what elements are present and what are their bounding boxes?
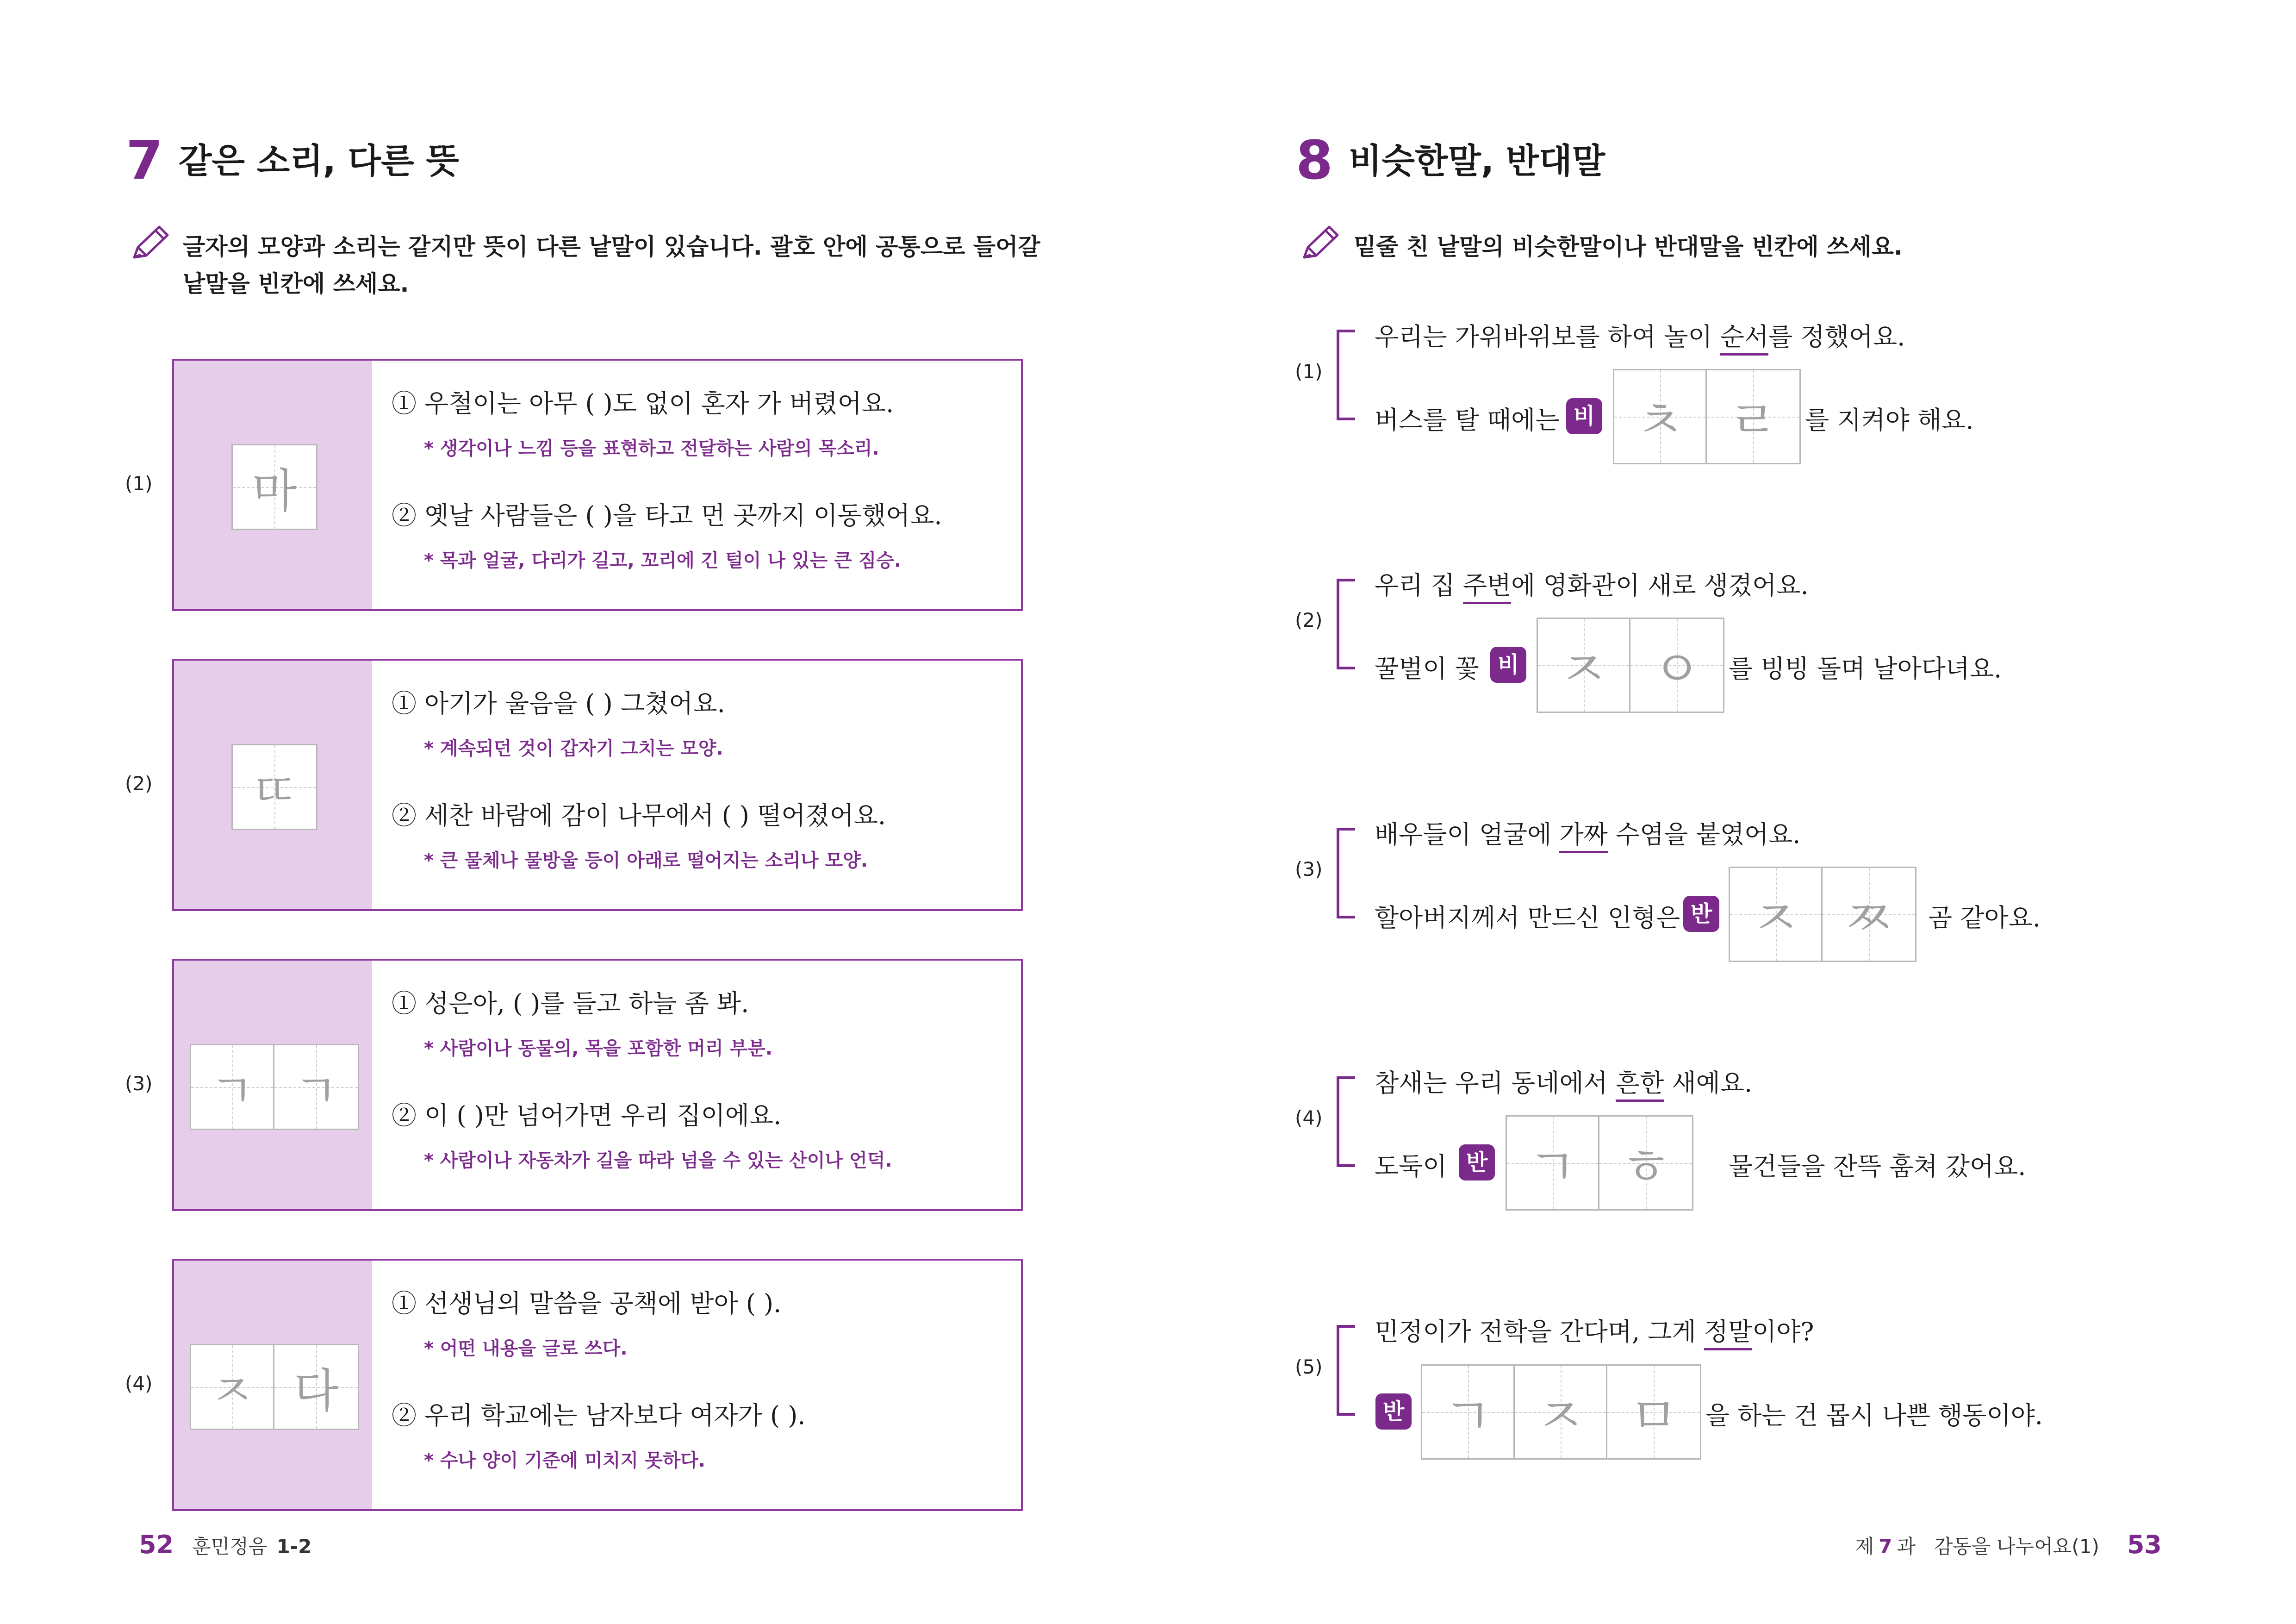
question-label: (4) [1295, 1106, 1323, 1129]
answer-cell[interactable]: ㅊ [1614, 370, 1707, 463]
bottom-suffix: 곰 같아요. [1928, 903, 2041, 932]
chapter-prefix: 제 [1855, 1535, 1874, 1558]
answer-grid[interactable] [231, 444, 317, 530]
answer-cell[interactable]: ㄱ [1507, 1117, 1599, 1209]
top-sentence: 민정이가 전학을 간다며, 그게 정말이야? [1375, 1312, 1814, 1348]
bracket [1337, 330, 1355, 420]
underlined-word: 정말 [1704, 1317, 1752, 1350]
bottom-prefix: 버스를 탈 때에는 [1375, 406, 1560, 435]
hint-1: * 어떤 내용을 글로 쓰다. [424, 1338, 628, 1359]
answer-cell[interactable]: ㄸ [233, 745, 316, 829]
question-label: (2) [125, 772, 153, 795]
instruction [183, 228, 1062, 302]
answer-cell[interactable]: ㄱ [1422, 1366, 1515, 1458]
right-footer [1855, 1530, 2162, 1559]
answer-grid[interactable] [231, 744, 317, 830]
bottom-suffix: 를 지켜야 해요. [1805, 406, 1974, 435]
pencil-icon [126, 221, 172, 269]
answer-cell[interactable]: ㅎ [1599, 1117, 1692, 1209]
answer-grid[interactable] [190, 1044, 359, 1130]
underlined-word: 순서 [1720, 322, 1768, 356]
answer-cell[interactable]: ㅉ [1823, 868, 1915, 961]
answer-cell[interactable]: ㅇ [1630, 619, 1723, 712]
answer-grid[interactable] [190, 1344, 359, 1430]
bottom-prefix: 할아버지께서 만드신 인형은 [1375, 903, 1680, 932]
grade: 1-2 [276, 1535, 312, 1558]
question-box-3 [172, 959, 1023, 1211]
pencil-icon [1296, 221, 1342, 269]
answer-cell[interactable]: ㄱ [191, 1045, 274, 1129]
top-sentence: 참새는 우리 동네에서 흔한 새예요. [1375, 1063, 1752, 1099]
section-title: 비슷한말, 반대말 [1349, 141, 1605, 181]
hint-1: * 사람이나 동물의, 목을 포함한 머리 부분. [424, 1038, 773, 1059]
answer-cell[interactable]: ㅈ [1730, 868, 1823, 961]
top-sentence: 우리는 가위바위보를 하여 놀이 순서를 정했어요. [1375, 317, 1905, 353]
top-sentence: 우리 집 주변에 영화관이 새로 생겼어요. [1375, 566, 1809, 601]
section-7-heading [126, 130, 459, 192]
left-footer [139, 1530, 311, 1559]
section-number: 7 [126, 130, 163, 192]
section-title: 같은 소리, 다른 뜻 [179, 141, 459, 181]
question-label: (2) [1295, 609, 1323, 631]
underlined-word: 흔한 [1616, 1068, 1664, 1102]
instruction-line1: 글자의 모양과 소리는 같지만 뜻이 다른 낱말이 있습니다. 괄호 안에 공통으로 들어갈 [183, 233, 1040, 260]
sentence-1: ① 아기가 울음을 ( ) 그쳤어요. [392, 689, 725, 718]
section-number: 8 [1296, 130, 1333, 192]
sentence-1: ① 선생님의 말씀을 공책에 받아 ( ). [392, 1289, 782, 1318]
answer-cell[interactable]: ㅈ [191, 1345, 274, 1429]
question-label: (5) [1295, 1355, 1323, 1378]
question-label: (1) [125, 472, 153, 495]
answer-grid[interactable] [1421, 1364, 1701, 1460]
answer-cell[interactable]: ㅈ [1538, 619, 1630, 712]
question-box-4 [172, 1259, 1023, 1511]
answer-cell[interactable]: ㄱ [274, 1045, 358, 1129]
bracket [1337, 579, 1355, 669]
chapter-number: 7 [1879, 1535, 1892, 1558]
page-number: 53 [2127, 1530, 2162, 1559]
answer-cell[interactable]: 다 [274, 1345, 358, 1429]
bottom-suffix: 물건들을 잔뜩 훔쳐 갔어요. [1729, 1152, 2026, 1181]
chapter-suffix: 과 [1897, 1535, 1916, 1558]
bottom-prefix: 꿀벌이 꽃 [1375, 654, 1479, 683]
bracket [1337, 828, 1355, 918]
similar-badge: 비 [1566, 398, 1602, 434]
sentence-2: ② 우리 학교에는 남자보다 여자가 ( ). [392, 1401, 806, 1430]
answer-grid[interactable] [1613, 369, 1801, 464]
question-label: (1) [1295, 360, 1323, 383]
sentence-2: ② 옛날 사람들은 ( )을 타고 먼 곳까지 이동했어요. [392, 501, 942, 530]
instruction-line2: 낱말을 빈칸에 쓰세요. [183, 270, 409, 297]
sentence-1: ① 우철이는 아무 ( )도 없이 혼자 가 버렸어요. [392, 389, 894, 418]
bracket [1337, 1076, 1355, 1167]
opposite-badge: 반 [1683, 896, 1719, 932]
bottom-prefix: 도둑이 [1375, 1152, 1447, 1181]
answer-grid[interactable] [1729, 867, 1916, 962]
answer-cell[interactable]: 마 [233, 445, 316, 529]
hint-2: * 사람이나 자동차가 길을 따라 넘을 수 있는 산이나 언덕. [424, 1150, 892, 1171]
sentence-2: ② 세찬 바람에 감이 나무에서 ( ) 떨어졌어요. [392, 801, 886, 830]
hint-1: * 생각이나 느낌 등을 표현하고 전달하는 사람의 목소리. [424, 438, 879, 459]
top-sentence: 배우들이 얼굴에 가짜 수염을 붙였어요. [1375, 815, 1800, 850]
opposite-badge: 반 [1375, 1393, 1412, 1430]
question-label: (3) [125, 1072, 153, 1095]
sentence-2: ② 이 ( )만 넘어가면 우리 집이에요. [392, 1101, 782, 1130]
answer-cell[interactable]: ㅈ [1515, 1366, 1607, 1458]
question-label: (4) [125, 1372, 153, 1395]
similar-badge: 비 [1490, 647, 1526, 683]
answer-cell[interactable]: ㄹ [1707, 370, 1799, 463]
bracket [1337, 1325, 1355, 1416]
section-8-heading [1296, 130, 1605, 192]
opposite-badge: 반 [1459, 1144, 1495, 1181]
instruction: 밑줄 친 낱말의 비슷한말이나 반대말을 빈칸에 쓰세요. [1354, 233, 1903, 260]
answer-cell[interactable]: ㅁ [1607, 1366, 1700, 1458]
book-title: 훈민정음 [192, 1535, 268, 1558]
question-box-1 [172, 359, 1023, 611]
page-number: 52 [139, 1530, 174, 1559]
hint-2: * 목과 얼굴, 다리가 길고, 꼬리에 긴 털이 나 있는 큰 짐승. [424, 550, 902, 571]
answer-grid[interactable] [1506, 1115, 1693, 1211]
hint-1: * 계속되던 것이 갑자기 그치는 모양. [424, 738, 723, 759]
question-box-2 [172, 659, 1023, 911]
underlined-word: 가짜 [1559, 820, 1607, 853]
sentence-1: ① 성은아, ( )를 들고 하늘 좀 봐. [392, 989, 749, 1018]
right-page [1148, 0, 2296, 1624]
bottom-suffix: 을 하는 건 몹시 나쁜 행동이야. [1705, 1401, 2043, 1430]
chapter-title: 감동을 나누어요(1) [1934, 1535, 2099, 1558]
underlined-word: 주변 [1463, 571, 1511, 604]
question-label: (3) [1295, 858, 1323, 881]
bottom-suffix: 를 빙빙 돌며 날아다녀요. [1729, 654, 2002, 683]
hint-2: * 큰 물체나 물방울 등이 아래로 떨어지는 소리나 모양. [424, 850, 868, 871]
hint-2: * 수나 양이 기준에 미치지 못하다. [424, 1450, 706, 1471]
answer-grid[interactable] [1537, 618, 1724, 713]
